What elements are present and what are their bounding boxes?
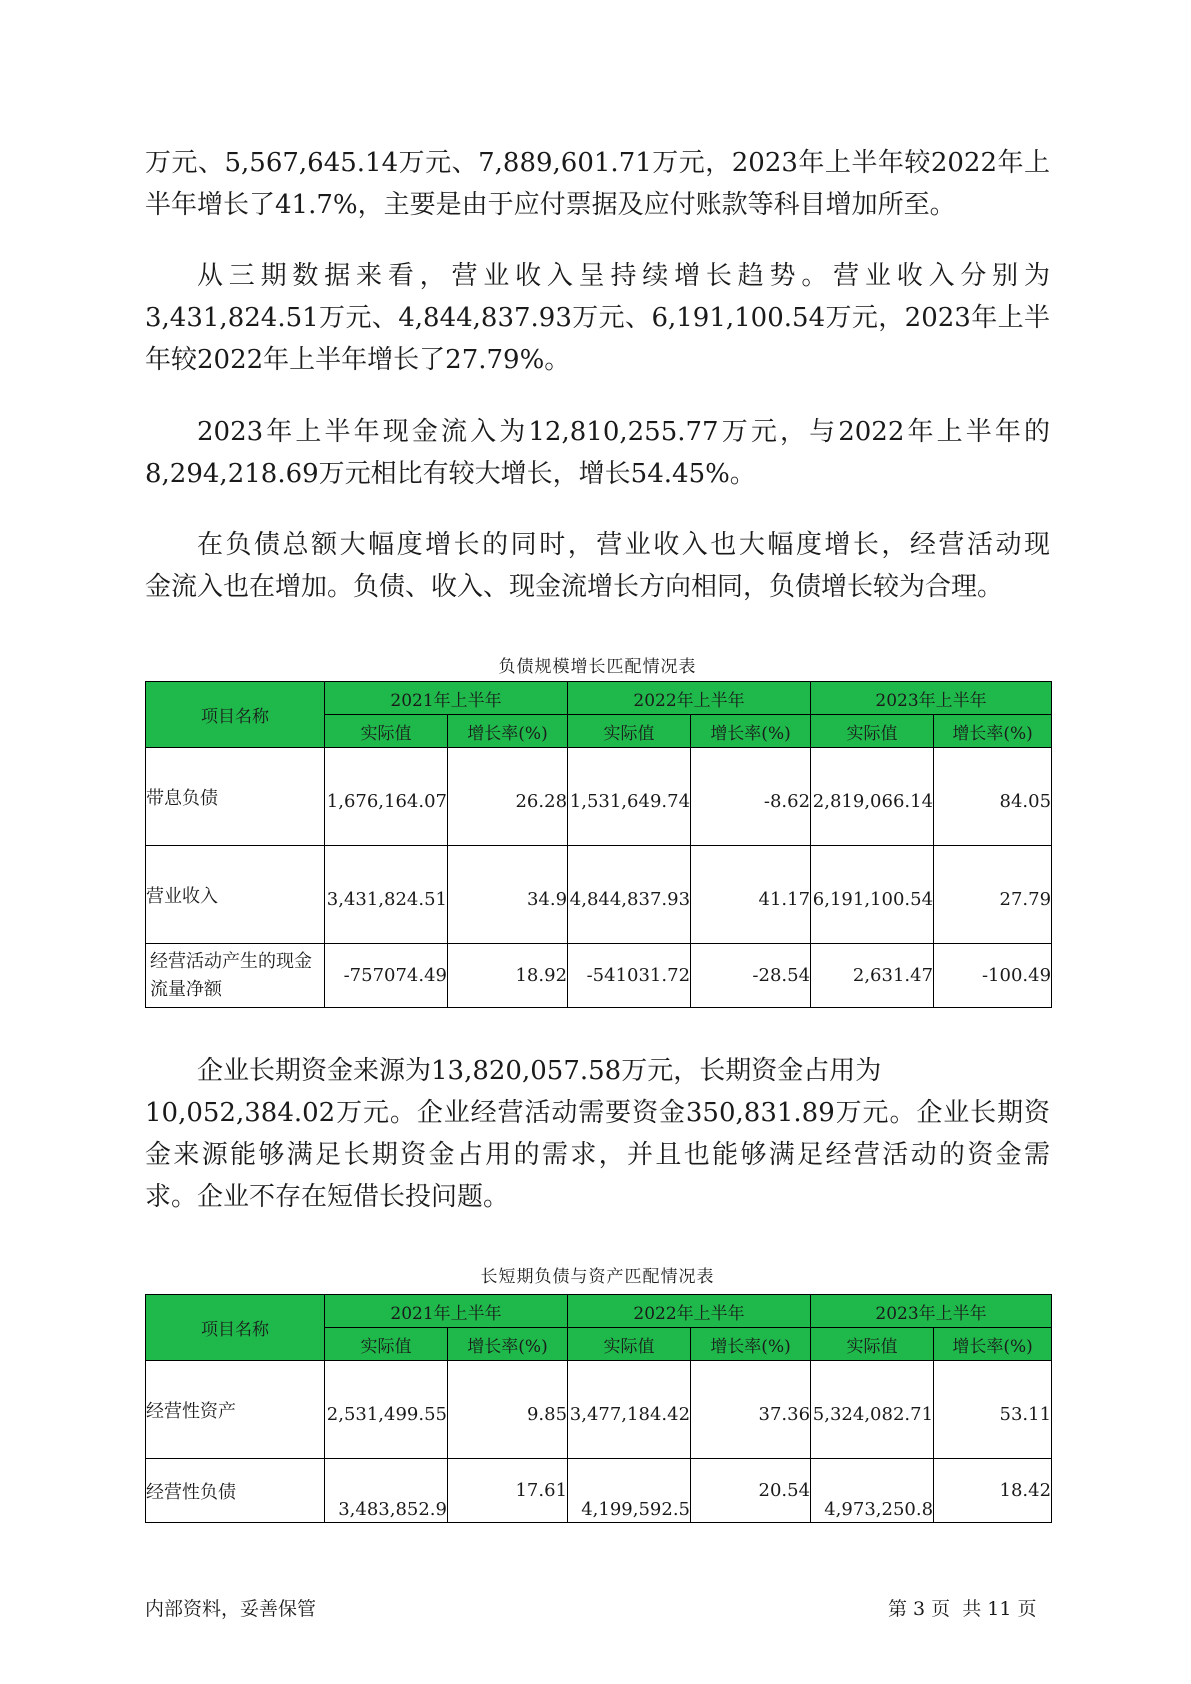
cell-value: [811, 944, 934, 1008]
paragraph-2: [145, 255, 1050, 381]
cell-value: [811, 748, 934, 846]
header-growth: 增长率(%): [934, 715, 1052, 748]
cell-text: 34.9: [526, 889, 568, 910]
debt-asset-table: [145, 1294, 1052, 1523]
header-period: 2021年上半年: [325, 1295, 568, 1328]
cell-value: [325, 748, 448, 846]
cell-value: [934, 846, 1052, 944]
cell-text: -28.54: [752, 964, 811, 986]
cell-text: 2,819,066.14: [812, 791, 934, 812]
cell-value: [811, 1459, 934, 1523]
header-period: 2023年上半年: [811, 682, 1052, 715]
header-item-name: 项目名称: [146, 1295, 325, 1361]
paragraph-line: 在负债总额大幅度增长的同时，营业收入也大幅度增长，经营活动现: [197, 530, 1050, 560]
paragraph-line: 2023年上半年现金流入为12,810,255.77万元，与2022年上半年的: [197, 417, 1050, 447]
cell-text: 2,531,499.55: [326, 1404, 447, 1425]
row-name: 经营活动产生的现金流量净额: [146, 944, 325, 1008]
cell-value: [568, 1361, 691, 1459]
paragraph-line: 企业长期资金来源为13,820,057.58万元，长期资金占用为: [197, 1056, 882, 1086]
header-growth: 增长率(%): [448, 715, 568, 748]
paragraph-1: [145, 142, 1050, 226]
table-2-caption: 长短期负债与资产匹配情况表: [480, 1267, 715, 1287]
cell-value: [811, 846, 934, 944]
row-name: 经营性资产: [146, 1361, 325, 1459]
header-growth: 增长率(%): [448, 1328, 568, 1361]
paragraph-line: 万元、5,567,645.14万元、7,889,601.71万元，2023年上半年较2022年上: [145, 148, 1050, 178]
table-row: [146, 1361, 1052, 1459]
cell-text: 20.54: [758, 1479, 811, 1501]
paragraph-line: 半年增长了41.7%，主要是由于应付票据及应付账款等科目增加所至。: [145, 190, 956, 220]
cell-text: 17.61: [515, 1479, 568, 1501]
row-name: 经营性负债: [146, 1459, 325, 1523]
cell-text: 1,531,649.74: [569, 791, 691, 812]
cell-text: 26.28: [515, 791, 568, 812]
cell-value: [568, 1459, 691, 1523]
cell-text: -100.49: [981, 964, 1052, 986]
header-growth: 增长率(%): [691, 1328, 811, 1361]
cell-value: [691, 1361, 811, 1459]
header-actual: 实际值: [811, 715, 934, 748]
cell-text: 41.17: [758, 889, 811, 910]
row-name: 营业收入: [146, 846, 325, 944]
paragraph-line: 从三期数据来看，营业收入呈持续增长趋势。营业收入分别为: [197, 261, 1050, 291]
cell-text: -757074.49: [343, 964, 447, 986]
cell-value: [448, 748, 568, 846]
table-row: [146, 748, 1052, 846]
table-row: [146, 1459, 1052, 1523]
cell-text: 1,676,164.07: [326, 791, 447, 812]
paragraph-5: [145, 1050, 1050, 1218]
table-row: [146, 846, 1052, 944]
cell-text: 3,477,184.42: [569, 1404, 691, 1425]
cell-value: [568, 944, 691, 1008]
header-actual: 实际值: [568, 715, 691, 748]
paragraph-line: 金来源能够满足长期资金占用的需求，并且也能够满足经营活动的资金需: [145, 1140, 1050, 1170]
header-growth: 增长率(%): [691, 715, 811, 748]
footer-confidential-note: 内部资料，妥善保管: [145, 1598, 317, 1620]
cell-text: 18.92: [515, 964, 568, 986]
cell-value: [568, 846, 691, 944]
cell-value: [325, 944, 448, 1008]
header-period: 2023年上半年: [811, 1295, 1052, 1328]
cell-value: [448, 846, 568, 944]
cell-value: [811, 1361, 934, 1459]
cell-text: 18.42: [999, 1479, 1052, 1501]
header-period: 2022年上半年: [568, 682, 811, 715]
header-actual: 实际值: [568, 1328, 691, 1361]
cell-text: 53.11: [999, 1404, 1052, 1425]
cell-text: 4,199,592.5: [581, 1499, 691, 1520]
cell-value: [325, 1459, 448, 1523]
cell-value: [325, 1361, 448, 1459]
cell-text: 84.05: [999, 791, 1052, 812]
cell-value: [934, 1459, 1052, 1523]
cell-value: [448, 1459, 568, 1523]
cell-value: [691, 846, 811, 944]
header-period: 2021年上半年: [325, 682, 568, 715]
cell-text: 5,324,082.71: [812, 1404, 934, 1425]
table-1-caption: 负债规模增长匹配情况表: [498, 657, 697, 677]
cell-text: 6,191,100.54: [812, 889, 934, 910]
cell-value: [691, 748, 811, 846]
cell-text: 4,973,250.8: [824, 1499, 934, 1520]
cell-text: 9.85: [526, 1404, 568, 1425]
cell-value: [568, 748, 691, 846]
cell-text: 3,431,824.51: [326, 889, 447, 910]
cell-value: [691, 944, 811, 1008]
table-row: [146, 944, 1052, 1008]
row-name: 带息负债: [146, 748, 325, 846]
debt-growth-table: [145, 681, 1052, 1008]
header-item-name: 项目名称: [146, 682, 325, 748]
cell-value: [934, 748, 1052, 846]
footer-page-number: 第 3 页 共 11 页: [888, 1598, 1037, 1620]
header-period: 2022年上半年: [568, 1295, 811, 1328]
cell-text: 4,844,837.93: [569, 889, 691, 910]
cell-text: -8.62: [763, 791, 811, 812]
paragraph-line: 8,294,218.69万元相比有较大增长，增长54.45%。: [145, 459, 756, 489]
cell-text: 27.79: [999, 889, 1052, 910]
cell-text: -541031.72: [586, 964, 691, 986]
header-actual: 实际值: [325, 1328, 448, 1361]
paragraph-line: 10,052,384.02万元。企业经营活动需要资金350,831.89万元。企业长期资: [145, 1098, 1050, 1128]
cell-value: [691, 1459, 811, 1523]
header-actual: 实际值: [811, 1328, 934, 1361]
paragraph-line: 3,431,824.51万元、4,844,837.93万元、6,191,100.54万元，2023年上半: [145, 303, 1050, 333]
cell-value: [934, 944, 1052, 1008]
cell-value: [448, 1361, 568, 1459]
cell-value: [448, 944, 568, 1008]
header-growth: 增长率(%): [934, 1328, 1052, 1361]
paragraph-4: [145, 524, 1050, 608]
header-actual: 实际值: [325, 715, 448, 748]
cell-value: [325, 846, 448, 944]
paragraph-line: 金流入也在增加。负债、收入、现金流增长方向相同，负债增长较为合理。: [145, 572, 1004, 602]
cell-text: 2,631.47: [852, 964, 934, 986]
cell-text: 37.36: [758, 1404, 811, 1425]
paragraph-line: 年较2022年上半年增长了27.79%。: [145, 345, 571, 375]
cell-value: [934, 1361, 1052, 1459]
paragraph-line: 求。企业不存在短借长投问题。: [145, 1182, 510, 1212]
cell-text: 3,483,852.9: [338, 1499, 447, 1520]
paragraph-3: [145, 411, 1050, 495]
